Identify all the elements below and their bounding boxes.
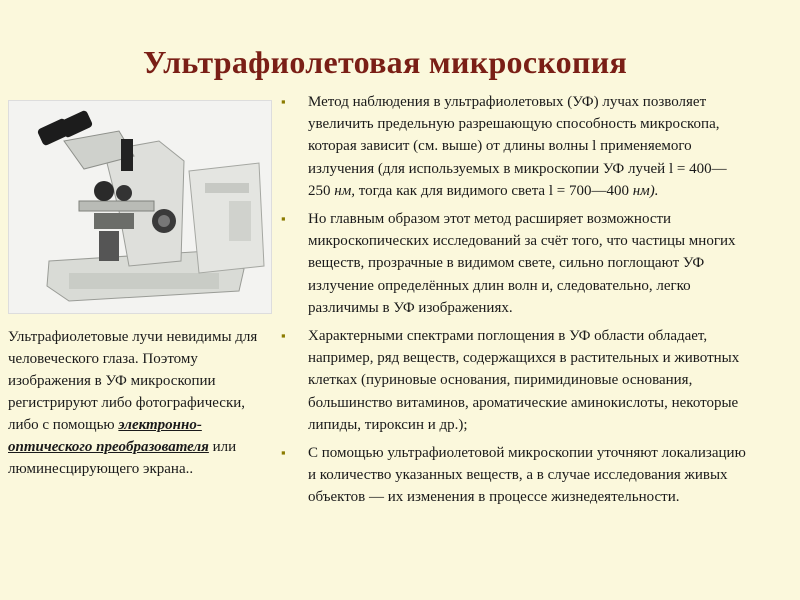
list-item (278, 442, 748, 509)
bullet-text: Но главным образом этот метод расширяет возможности микроскопических исследований за счёт того, что частицы многих веществ, прозрачные в видимом свете, сильно поглощают УФ излучение определённых длин волн и, следовательно, легко различимы в УФ изображениях. (308, 211, 736, 316)
microscope-photo (8, 100, 272, 314)
slide-title: Ультрафиолетовая микроскопия (142, 44, 628, 80)
bullet-italic: нм). (632, 182, 659, 199)
bullet-italic: нм, (334, 182, 356, 199)
bullet-text: Метод наблюдения в ультрафиолетовых (УФ) лучах позволяет увеличить предельную разрешающую способность микроскопа, которая зависит (см. выше) от длины волны l применяемого излучения (для используемых в микроскопии УФ лучей l = 400—250 (308, 94, 727, 199)
microscope-photo-icon (9, 101, 271, 313)
bullet-marker-icon: ▪ (281, 211, 286, 227)
bullet-marker-icon: ▪ (281, 445, 286, 461)
list-item (278, 325, 748, 436)
bullet-marker-icon: ▪ (281, 328, 286, 344)
side-caption (8, 326, 273, 480)
bullet-text: С помощью ультрафиолетовой микроскопии уточняют локализацию и количество указанных веществ, а в случае исследования живых объектов — их изменения в процессе жизнедеятельности. (308, 445, 746, 506)
bullet-marker-icon: ▪ (281, 94, 286, 109)
list-item (278, 208, 748, 319)
list-item (278, 91, 748, 202)
caption-text-after: или люминесцирующего экрана.. (8, 439, 237, 477)
caption-text-before: Ультрафиолетовые лучи невидимы для человеческого глаза. Поэтому изображения в УФ микроскопии регистрируют либо фотографически, либо с помощью (8, 329, 258, 433)
bullet-text: Характерными спектрами поглощения в УФ области обладает, например, ряд веществ, содержащихся в растительных и животных клетках (пуриновые основания, пиримидиновые основания, большинство витаминов, ароматические аминокислоты, некоторые липиды, тироксин и др.); (308, 328, 740, 433)
bullet-list (278, 91, 748, 515)
converter-link[interactable]: электронно-оптического преобразователя (8, 417, 209, 455)
bullet-text: тогда как для видимого света l = 700—400 (355, 182, 633, 199)
